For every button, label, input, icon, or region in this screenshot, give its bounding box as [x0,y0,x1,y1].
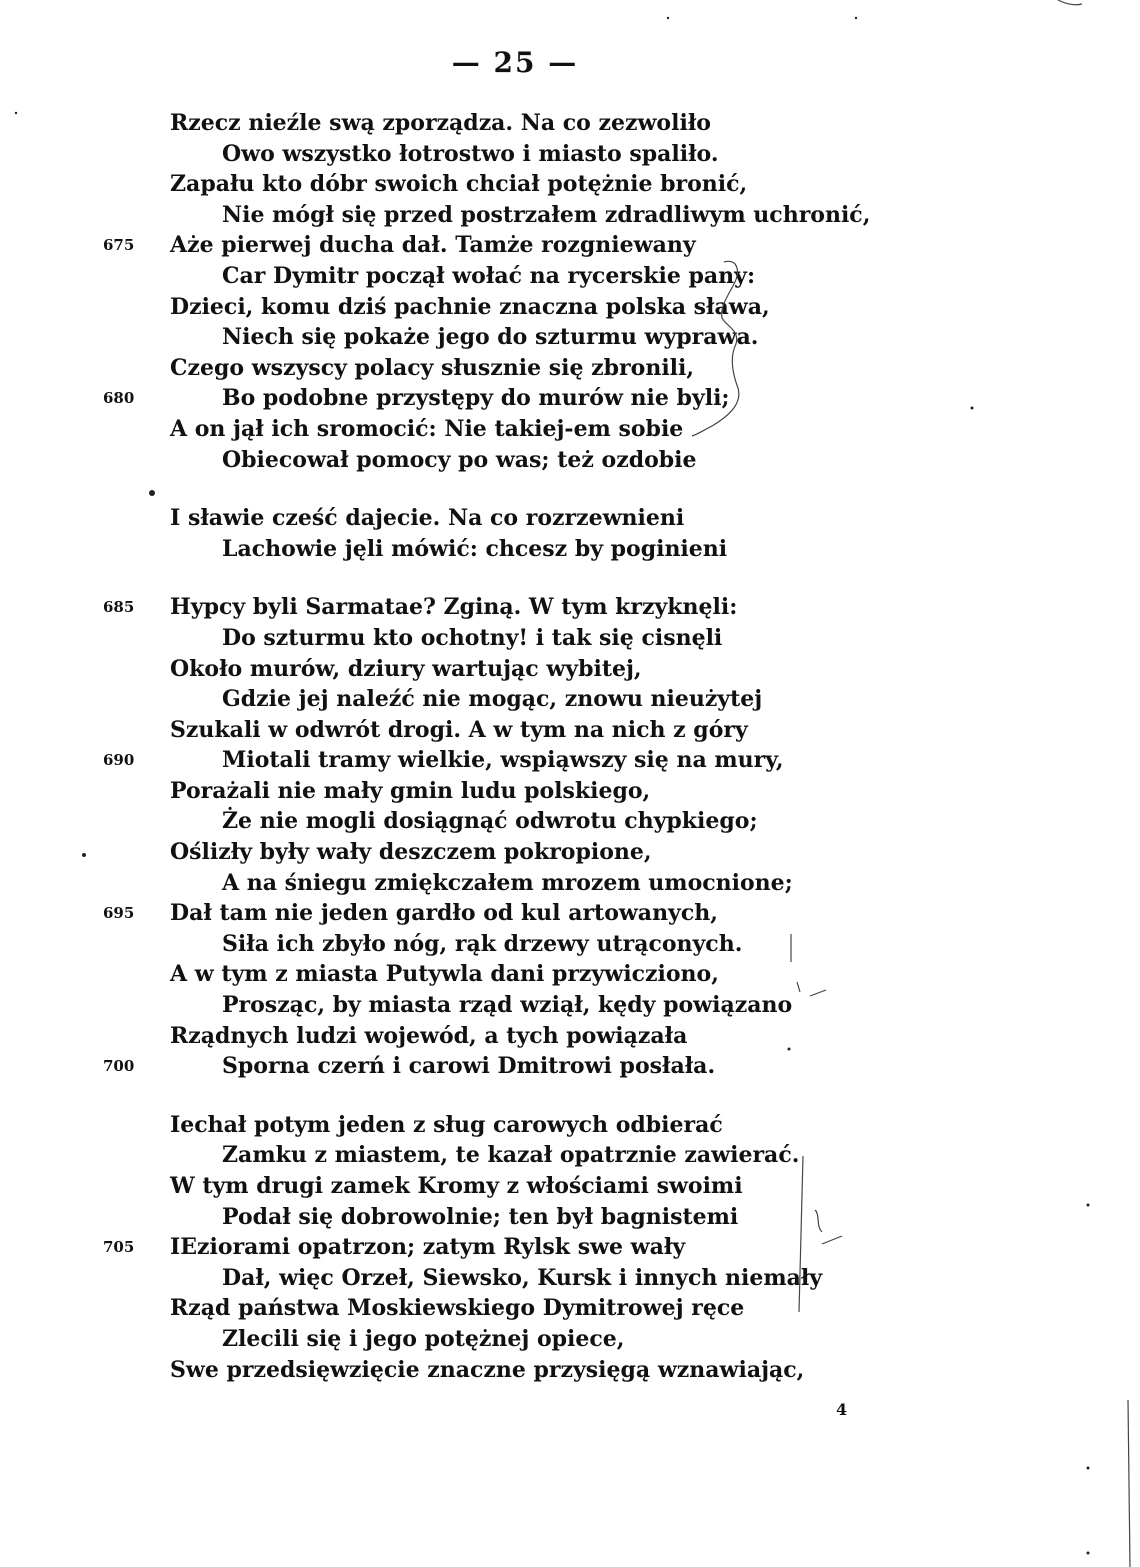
verse-line [0,169,1140,200]
verse-text: Rzecz nieźle swą zporządza. Na co zezwoliło [170,110,711,136]
verse-line [0,383,1140,414]
verse-text: Miotali tramy wielkie, wspiąwszy się na mury, [222,747,784,774]
verse-text: Siła ich zbyło nóg, rąk drzewy utrąconych. [222,930,743,957]
verse-text: Oślizły były wały deszczem pokropione, [170,839,652,866]
verse-text: I sławie cześć dajecie. Na co rozrzewnieni [170,505,685,532]
edge-line-mark [1128,1400,1130,1567]
verse-text: Czego wszyscy polacy słusznie się zbronili, [170,354,695,381]
page-number: — 25 — [451,46,579,79]
verse-text: Prosząc, by miasta rząd wziął, kędy powiązano [222,992,793,1019]
verse-line [0,1110,1140,1141]
verse-text: Bo podobne przystępy do murów nie byli; [222,385,730,412]
verse-line [0,929,1140,960]
verse-line [0,534,1140,565]
verse-text: Car Dymitr począł wołać na rycerskie pany: [222,262,756,289]
verse-text: Swe przedsięwzięcie znaczne przysięgą wznawiając, [170,1356,805,1383]
verse-line [0,292,1140,323]
verse-text: Dał tam nie jeden gardło od kul artowanych, [170,900,718,927]
verse-line [0,745,1140,776]
verse-text: W tym drugi zamek Kromy z włościami swoimi [170,1173,743,1199]
verse-text: Rządnych ludzi wojewód, a tych powiązała [170,1022,688,1049]
verse-text: Hypcy byli Sarmatae? Zginą. W tym krzyknęli: [170,594,738,621]
verse-line [0,654,1140,685]
corner-mark [1058,0,1082,5]
verse-text: A na śniegu zmiękczałem mrozem umocnione; [222,869,793,896]
verse-line [0,1324,1140,1355]
verse-text: Dzieci, komu dziś pachnie znaczna polska sława, [170,293,770,320]
verse-text: Owo wszystko łotrostwo i miasto spaliło. [222,140,719,167]
verse-line [0,1171,1140,1202]
verse-text: Do szturmu kto ochotny! i tak się cisnęli [222,624,723,651]
verse-text: A on jął ich sromocić: Nie takiej-em sobie [170,415,684,442]
stanza [0,592,1140,1082]
verse-text: A w tym z miasta Putywla dani przywicziono, [170,961,719,988]
verse-line [0,200,1140,231]
verse-text: Nie mógł się przed postrzałem zdradliwym uchronić, [222,201,871,228]
verse-text: Zapału kto dóbr swoich chciał potężnie bronić, [170,171,748,198]
verse-text: Obiecował pomocy po was; też ozdobie [222,446,697,473]
ink-dot [855,17,857,19]
verse-line [0,715,1140,746]
verse-line [0,1293,1140,1324]
verse-line [0,322,1140,353]
verse-text: Podał się dobrowolnie; ten był bagnistemi [222,1203,739,1230]
verse-line [0,1232,1140,1263]
verse-text: Szukali w odwrót drogi. A w tym na nich z góry [170,716,748,743]
verse-text: Że nie mogli dosiągnąć odwrotu chypkiego; [222,808,758,835]
verse-text: Gdzie jej naleźć nie mogąc, znowu nieużytej [222,686,763,713]
verse-text: Lachowie jęli mówić: chcesz by poginieni [222,535,728,562]
line-number: 705 [103,1238,135,1257]
stanza [0,503,1140,564]
stanza [0,108,1140,475]
verse-text: IEziorami opatrzon; zatym Rylsk swe wały [170,1234,686,1261]
verse-line [0,776,1140,807]
verse-line [0,261,1140,292]
verse-text: Niech się pokaże jego do szturmu wyprawa. [222,324,759,351]
verse-text: Porażali nie mały gmin ludu polskiego, [170,777,651,804]
verse-line [0,1051,1140,1082]
verse-line [0,353,1140,384]
verse-line [0,414,1140,445]
ink-dot [1087,1467,1090,1470]
verse-line [0,1355,1140,1386]
verse-text: Dał, więc Orzeł, Siewsko, Kursk i innych niemały [222,1264,823,1291]
verse-line [0,445,1140,476]
verse-line [0,139,1140,170]
verse-line [0,1140,1140,1171]
verse-text: Iechał potym jeden z sług carowych odbierać [170,1111,723,1138]
stanza [0,1110,1140,1385]
verse-line [0,1202,1140,1233]
verse-line [0,592,1140,623]
verse-line [0,990,1140,1021]
verse-line [0,623,1140,654]
verse-line [0,1263,1140,1294]
line-number: 690 [103,751,135,770]
verse-text: Około murów, dziury wartując wybitej, [170,655,642,682]
verse-line [0,959,1140,990]
verse-line [0,108,1140,139]
signature-mark: 4 [836,1400,848,1419]
verse-text: Zamku z miastem, te kazał opatrznie zawierać. [222,1142,800,1169]
ink-dot [667,17,669,19]
verse-line [0,684,1140,715]
verse-line [0,1021,1140,1052]
line-number: 695 [103,904,135,923]
ink-dot [1087,1552,1090,1555]
verse-text: Rząd państwa Moskiewskiego Dymitrowej ręce [170,1295,745,1322]
verse-line [0,898,1140,929]
verse-line [0,806,1140,837]
verse-line [0,503,1140,534]
line-number: 675 [103,236,135,255]
verse-text: Zlecili się i jego potężnej opiece, [222,1325,625,1352]
line-number: 685 [103,598,135,617]
verse-line [0,837,1140,868]
line-number: 680 [103,389,135,408]
verse-line [0,868,1140,899]
verse-text: Aże pierwej ducha dał. Tamże rozgniewany [170,232,696,259]
poem-text [0,108,1140,1413]
line-number: 700 [103,1057,135,1076]
verse-line [0,230,1140,261]
verse-text: Sporna czerń i carowi Dmitrowi posłała. [222,1053,716,1080]
